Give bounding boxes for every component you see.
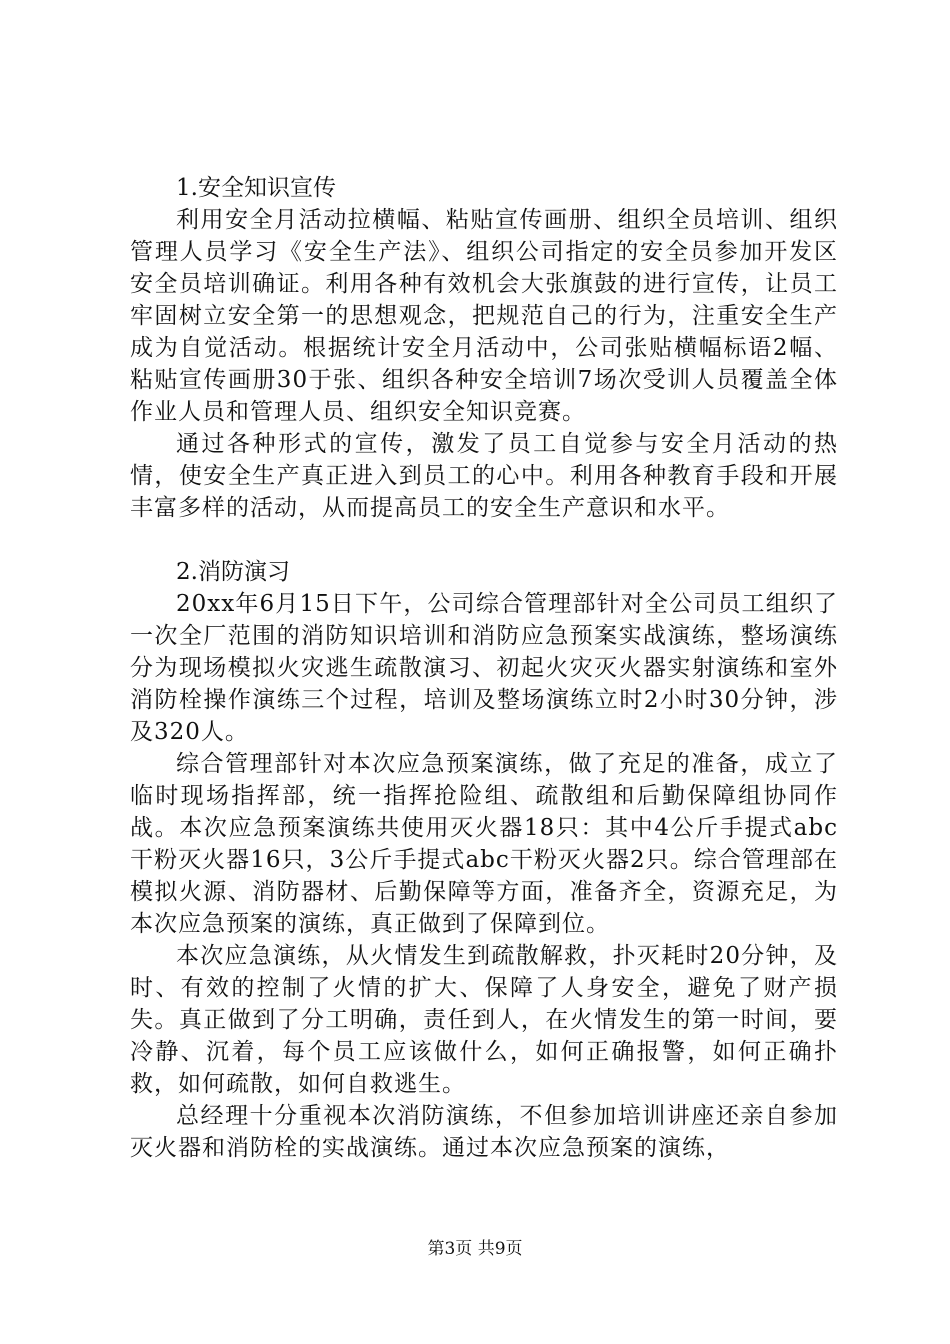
section-spacer: [130, 524, 838, 556]
paragraph: 总经理十分重视本次消防演练，不但参加培训讲座还亲自参加灭火器和消防栓的实战演练。通过本次应急预案的演练，: [130, 1103, 838, 1161]
paragraph: 通过各种形式的宣传，激发了员工自觉参与安全月活动的热情，使安全生产真正进入到员工的心中。利用各种教育手段和开展丰富多样的活动，从而提高员工的安全生产意识和水平。: [130, 431, 838, 521]
paragraph: 20xx年6月15日下午，公司综合管理部针对全公司员工组织了一次全厂范围的消防知识培训和消防应急预案实战演练，整场演练分为现场模拟火灾逃生疏散演习、初起火灾灭火器实射演练和室外消防栓操作演练三个过程，培训及整场演练立时2小时30分钟，涉及320人。: [130, 591, 838, 745]
paragraph: 利用安全月活动拉横幅、粘贴宣传画册、组织全员培训、组织管理人员学习《安全生产法》、组织公司指定的安全员参加开发区安全员培训确证。利用各种有效机会大张旗鼓的进行宣传，让员工牢固树立安全第一的思想观念，把规范自己的行为，注重安全生产成为自觉活动。根据统计安全月活动中，公司张贴横幅标语2幅、粘贴宣传画册30于张、组织各种安全培训7场次受训人员覆盖全体作业人员和管理人员、组织安全知识竞赛。: [130, 207, 838, 425]
section-heading-safety-knowledge: 1.安全知识宣传: [176, 175, 336, 201]
section-heading-fire-drill: 2.消防演习: [176, 559, 290, 585]
paragraph: 本次应急演练，从火情发生到疏散解救，扑灭耗时20分钟，及时、有效的控制了火情的扩大、保障了人身安全，避免了财产损失。真正做到了分工明确，责任到人，在火情发生的第一时间，要冷静、沉着，每个员工应该做什么，如何正确报警，如何正确扑救，如何疏散，如何自救逃生。: [130, 943, 838, 1097]
page-footer: 第3页 共9页: [427, 1239, 523, 1259]
paragraph: 综合管理部针对本次应急预案演练，做了充足的准备，成立了临时现场指挥部，统一指挥抢险组、疏散组和后勤保障组协同作战。本次应急预案演练共使用灭火器18只：其中4公斤手提式abc干粉灭火器16只，3公斤手提式abc干粉灭火器2只。综合管理部在模拟火源、消防器材、后勤保障等方面，准备齐全，资源充足，为本次应急预案的演练，真正做到了保障到位。: [130, 751, 838, 937]
document-body: [130, 172, 838, 1164]
